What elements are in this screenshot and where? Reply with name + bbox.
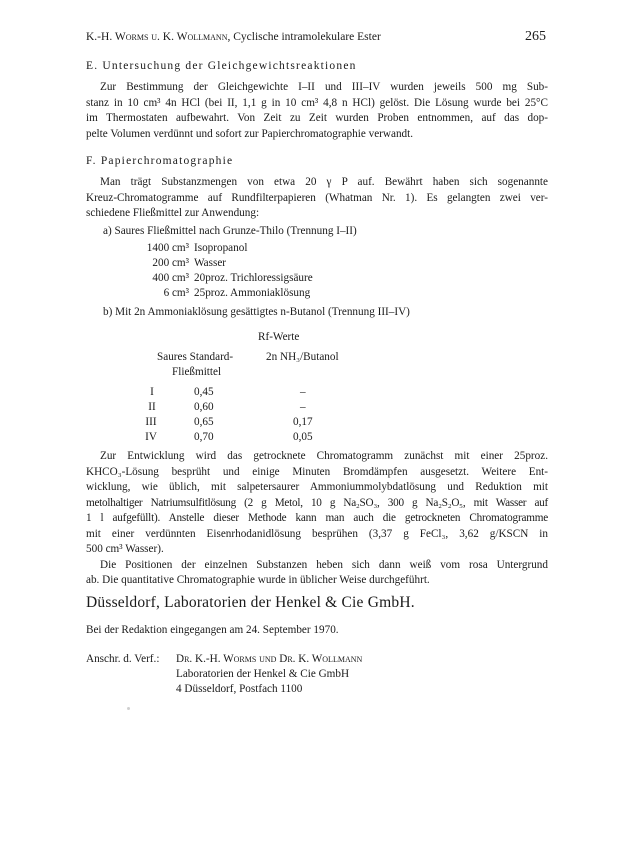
address-line: 4 Düsseldorf, Postfach 1100 (176, 683, 303, 695)
scan-speck (127, 707, 130, 710)
rf-table-title: Rf-Werte (258, 331, 300, 343)
para-line: 1 l aufgefüllt). Anstelle dieser Methode kann man auch die getrockneten Chromatogramme (86, 512, 548, 524)
para-line: ab. Die quantitative Chromatographie wurde in üblicher Weise durchgeführt. (86, 574, 430, 586)
para-line: KHCO₃-Lösung besprüht und einige Minuten Bromdämpfen ausgesetzt. Weitere Ent- (86, 465, 548, 478)
address-line: Laboratorien der Henkel & Cie GmbH (176, 668, 350, 680)
para-line: Kreuz-Chromatogramme auf Rundfilterpapieren (Whatman Nr. 1). Es gelangten zwei ver- (86, 191, 548, 204)
section-f-paragraph (86, 175, 548, 222)
recipe-name: Isopropanol (194, 242, 248, 254)
rf-row-label: IV (145, 431, 157, 443)
para-line: wicklung, wie üblich, mit salpetersaurer Ammoniummolybdatlösung und Reduktion mit (86, 481, 548, 493)
address-line (176, 653, 362, 665)
para-line: stanz in 10 cm³ 4n HCl (bei II, 1,1 g in 10 cm³ 4,8 n HCl) gelöst. Die Lösung wurde bei 25°C (86, 96, 548, 109)
para-line: mit einer verdünnten Eisenrhodanidlösung besprühen (3,37 g FeCl₃, 3,62 g/KSCN in (86, 527, 548, 540)
rf-butanol-value: 0,05 (293, 431, 313, 443)
recipe-amount: 400 cm³ (152, 272, 189, 284)
section-e-heading: E. Untersuchung der Gleichgewichtsreaktionen (86, 60, 357, 72)
rf-table-body (0, 386, 624, 446)
para-line: schiedene Fließmittel zur Anwendung: (86, 207, 260, 219)
rf-row-label: III (145, 416, 157, 428)
section-f-heading: F. Papierchromatographie (86, 155, 234, 167)
rf-butanol-value: – (300, 386, 306, 398)
rf-butanol-value: 0,17 (293, 416, 313, 428)
header-authors: K.-H. Worms u. K. Wollmann, (86, 31, 231, 43)
rf-row-label: II (148, 401, 156, 413)
institution-location: Düsseldorf, Laboratorien der Henkel & Cie GmbH. (86, 594, 415, 611)
recipe-name: Wasser (194, 257, 227, 269)
para-line: 500 cm³ Wasser). (86, 543, 164, 555)
recipe-amount: 6 cm³ (163, 287, 189, 299)
section-e-paragraph (86, 80, 548, 142)
recipe-names (194, 242, 394, 304)
recipe-amount: 200 cm³ (152, 257, 189, 269)
recipe-name: 25proz. Ammoniaklösung (194, 287, 311, 299)
rf-col2-header: 2n NH₃/Butanol (266, 351, 339, 363)
eluent-b-label: b) Mit 2n Ammoniaklösung gesättigtes n-Butanol (Trennung III–IV) (103, 306, 410, 318)
address-authors: Dr. K.-H. Worms und Dr. K. Wollmann (176, 653, 363, 665)
rf-row-label: I (150, 386, 154, 398)
running-header (86, 31, 381, 43)
eluent-a-label: a) Saures Fließmittel nach Grunze-Thilo (Trennung I–II) (103, 225, 357, 237)
rf-acid-value: 0,65 (194, 416, 214, 428)
rf-acid-value: 0,60 (194, 401, 214, 413)
rf-col1-header-line1: Saures Standard- (157, 351, 234, 363)
development-paragraph (86, 449, 548, 589)
page-number: 265 (525, 29, 546, 44)
recipe-name: 20proz. Trichloressigsäure (194, 272, 313, 284)
address-label: Anschr. d. Verf.: (86, 653, 160, 665)
para-line: Zur Bestimmung der Gleichgewichte I–II und III–IV wurden jeweils 500 mg Sub- (100, 81, 548, 93)
para-line: metolhaltiger Natriumsulfitlösung (2 g Metol, 10 g Na₂SO₃, 300 g Na₂S₂O₅, mit Wasser auf (86, 496, 548, 509)
header-title: Cyclische intramolekulare Ester (233, 31, 381, 43)
rf-col1-header-line2: Fließmittel (172, 366, 222, 378)
rf-acid-value: 0,70 (194, 431, 214, 443)
para-line: Die Positionen der einzelnen Substanzen heben sich dann weiß vom rosa Untergrund (100, 558, 548, 571)
para-line: im Thermostaten aufbewahrt. Von Zeit zu Zeit wurden Proben entnommen, auf das dop- (86, 112, 548, 124)
para-line: pelte Volumen verdünnt und sofort zur Papierchromatographie verwandt. (86, 127, 414, 140)
para-line: Man trägt Substanzmengen von etwa 20 γ P auf. Bewährt haben sich sogenannte (100, 176, 548, 188)
recipe-amounts (133, 242, 189, 304)
received-date: Bei der Redaktion eingegangen am 24. September 1970. (86, 624, 339, 636)
rf-acid-value: 0,45 (194, 386, 214, 398)
para-line: Zur Entwicklung wird das getrocknete Chromatogramm zunächst mit einer 25proz. (100, 450, 548, 462)
rf-butanol-value: – (300, 401, 306, 413)
recipe-amount: 1400 cm³ (146, 242, 189, 254)
